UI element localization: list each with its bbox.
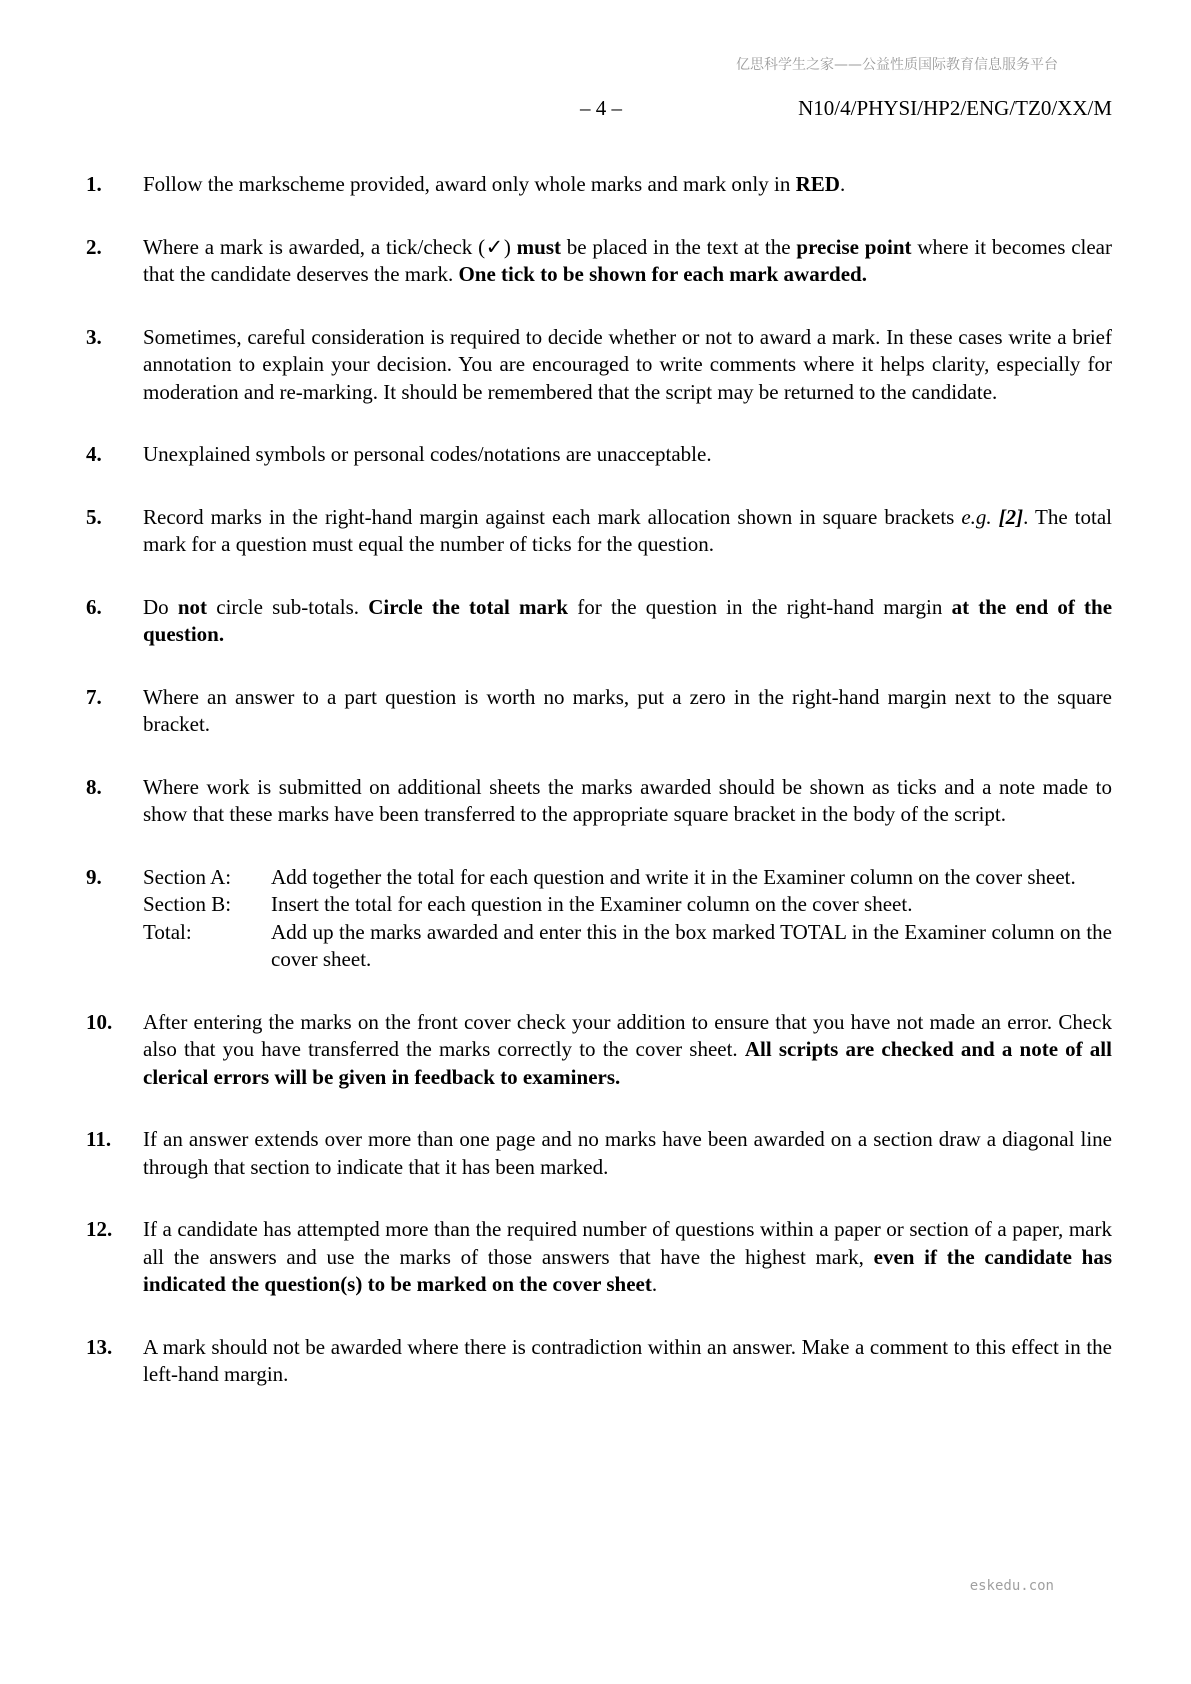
item-number: 3. bbox=[86, 324, 102, 349]
item-number: 1. bbox=[86, 172, 102, 196]
item-number: 4. bbox=[86, 442, 102, 466]
row-text: Add up the marks awarded and enter this in the box marked TOTAL in the Examiner column on the cover sheet. bbox=[271, 919, 1112, 971]
item-text: Where work is submitted on additional sheets the marks awarded should be shown as ticks and a note made to show that these marks have been transferred to the appropriate square bracket in the body of the script. bbox=[143, 774, 1112, 826]
section-b-row bbox=[143, 891, 1112, 919]
reference-code: N10/4/PHYSI/HP2/ENG/TZ0/XX/M bbox=[798, 96, 1112, 120]
item-text: Record marks in the right-hand margin against each mark allocation shown in square brackets e.g. [2]. The total mark for a question must equal the number of ticks for the question. bbox=[143, 504, 1113, 556]
item-number: 10. bbox=[86, 1009, 113, 1034]
item-number: 2. bbox=[86, 234, 102, 259]
total-row bbox=[143, 919, 1112, 974]
list-item bbox=[86, 774, 1112, 829]
list-item bbox=[86, 441, 1112, 469]
item-text bbox=[143, 864, 1112, 974]
row-label: Section A: bbox=[143, 864, 232, 889]
item-text: After entering the marks on the front cover check your addition to ensure that you have not made an error. Check also that you have transferred the marks correctly to the cover sheet. All scripts are checked and a note of all clerical errors will be given in feedback to examiners. bbox=[143, 1009, 1112, 1089]
item-number: 12. bbox=[86, 1217, 113, 1241]
item-number: 6. bbox=[86, 594, 102, 619]
list-item bbox=[86, 684, 1112, 739]
item-text: If an answer extends over more than one page and no marks have been awarded on a section draw a diagonal line through that section to indicate that it has been marked. bbox=[143, 1127, 1112, 1179]
item-text: Follow the markscheme provided, award only whole marks and mark only in RED. bbox=[143, 172, 846, 196]
item-text: Where an answer to a part question is worth no marks, put a zero in the right-hand margin next to the square bracket. bbox=[143, 684, 1112, 736]
instruction-list bbox=[86, 171, 1112, 1424]
list-item bbox=[86, 1009, 1112, 1092]
list-item bbox=[86, 504, 1112, 559]
list-item bbox=[86, 594, 1112, 649]
item-number: 13. bbox=[86, 1334, 113, 1359]
item-number: 7. bbox=[86, 684, 102, 709]
list-item bbox=[86, 171, 1112, 199]
row-text: Add together the total for each question and write it in the Examiner column on the cover sheet. bbox=[271, 864, 1076, 889]
item-text: Do not circle sub-totals. Circle the total mark for the question in the right-hand margin at the end of the question. bbox=[143, 594, 1113, 646]
list-item bbox=[86, 234, 1112, 289]
row-text: Insert the total for each question in the Examiner column on the cover sheet. bbox=[271, 892, 913, 916]
footer-site-text: eskedu.con bbox=[969, 1578, 1054, 1594]
list-item bbox=[86, 1126, 1112, 1181]
section-a-row bbox=[143, 864, 1112, 892]
item-number: 5. bbox=[86, 504, 102, 529]
item-text: Where a mark is awarded, a tick/check (✓) must be placed in the text at the precise point where it becomes clear that the candidate deserves the mark. One tick to be shown for each mark awarded. bbox=[143, 234, 1112, 286]
item-number: 11. bbox=[86, 1127, 112, 1151]
watermark-text: 亿思科学生之家——公益性质国际教育信息服务平台 bbox=[736, 57, 1058, 73]
list-item bbox=[86, 1216, 1112, 1299]
list-item bbox=[86, 324, 1112, 407]
page-number: – 4 – bbox=[580, 96, 622, 120]
item-text: Sometimes, careful consideration is required to decide whether or not to award a mark. In these cases write a brief annotation to explain your decision. You are encouraged to write comments where it helps clarity, especially for moderation and re-marking. It should be remembered that the script may be returned to the candidate. bbox=[143, 324, 1112, 404]
list-item bbox=[86, 1334, 1112, 1389]
item-number: 8. bbox=[86, 774, 102, 799]
row-label: Total: bbox=[143, 919, 192, 944]
item-text: If a candidate has attempted more than the required number of questions within a paper or section of a paper, mark all the answers and use the marks of those answers that have the highest mark, even if the candidate has indicated the question(s) to be marked on the cover sheet. bbox=[143, 1217, 1112, 1296]
item-text: Unexplained symbols or personal codes/notations are unacceptable. bbox=[143, 442, 712, 466]
row-label: Section B: bbox=[143, 892, 232, 916]
item-number: 9. bbox=[86, 864, 102, 889]
item-text: A mark should not be awarded where there is contradiction within an answer. Make a comment to this effect in the left-hand margin. bbox=[143, 1334, 1112, 1386]
list-item bbox=[86, 864, 1112, 974]
